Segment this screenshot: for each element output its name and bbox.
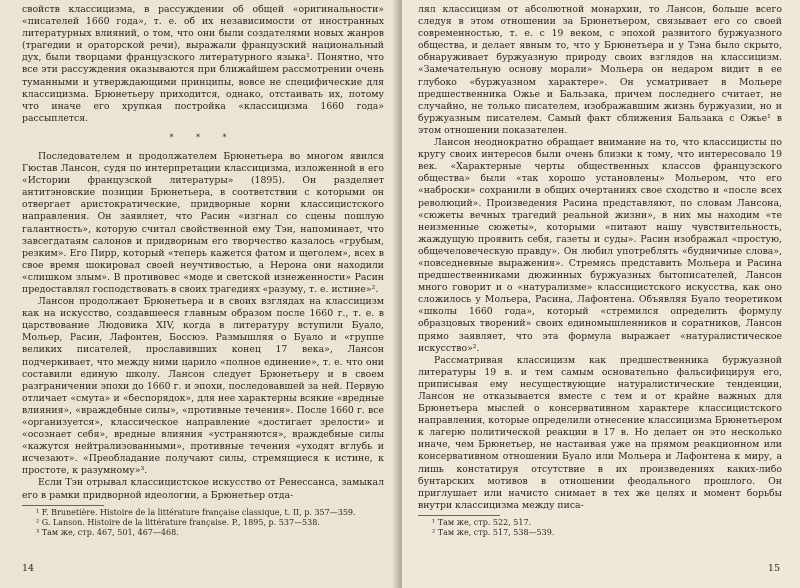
footnote-rule [22, 505, 104, 506]
page-number: 15 [767, 563, 780, 574]
left-paragraph: Если Тэн отрывал классицистское искусство от Ренессанса, замыкал его в рамки придворной идеологии, а Брюнетьер отда- [22, 477, 384, 501]
right-paragraph: Рассматривая классицизм как предшественника буржуазной литературы 19 в. и тем самым основательно фальсифицируя его, приписывая ему несуществующие натуралистические тенденции, Лансон не отказывается вместе с тем и от крайне важных для Брюнетьера мыслей о консервативном характере классицистского направления, которые определили отнесение классицизма Брюнетьером к лагерю политической реакции в 17 в. Но делает он это несколько иначе, чем Брюнетьер, не настаивая уже на прямом реакционном или консервативном отношении Буало или Мольера и Лафонтена к миру, а лишь констатируя отсутствие в их произведениях каких-либо бунтарских мотивов в отношении феодального прошлого. Он приглушает или начисто снимает в тех же целях и момент борьбы внутри классицизма между писа- [418, 354, 782, 511]
right-page [402, 0, 800, 588]
footnote: ² G. Lanson. Histoire de la littérature française. P., 1895, p. 537—538. [36, 517, 320, 527]
left-page [0, 0, 398, 588]
right-paragraph: лял классицизм от абсолютной монархии, то Лансон, больше всего следуя в этом отношении за Брюнетьером, связывает его со своей современностью, т. е. с 19 веком, с эпохой развитого буржуазного общества, и делает явным то, что у Брюнетьера и у Тэна было скрыто, обнаруживает буржуазную природу своих взглядов на классицизм. «Замечательную основу морали» Мольера он недаром видит в ее глубоко «буржуазном характере». Он усматривает в Мольере предшественника Ожье и Бальзака, причем последнего считает, не случайно, не только писателем, изображавшим жизнь буржуазии, но и буржуазным писателем. Самый факт сближения Бальзака с Ожье¹ в этом отношении показателен. [418, 4, 782, 136]
left-top-paragraph: свойств классицизма, в рассуждении об общей «оригинальности» «писателей 1660 года», т. е. об их независимости от иностранных литературных влияний, о том, что они были создателями новых жанров (трагедии и ораторской речи), выражали французский национальный дух, были творцами французского литературного языка¹. Понятно, что все эти рассуждения оказываются при ближайшем рассмотрении очень туманными и утверждающими принципы, вовсе не специфические для классицизма. Брюнетьеру приходится, однако, отстаивать их, потому что иначе его хрупкая постройка «классицизма 1660 года» рассыплется. [22, 4, 384, 124]
page-number: 14 [22, 563, 35, 574]
left-paragraph: Лансон продолжает Брюнетьера и в своих взглядах на классицизм как на искусство, создавшееся главным образом после 1660 г., т. е. в царствование Людовика XIV, когда в литературу вступили Буало, Мольер, Расин, Лафонтен, Боссюэ. Размышляя о Буало и «группе великих писателей, прославивших конец 17 века», Лансон подчеркивает, что между ними царило «полное единение», т. е. что они составили единую школу. Лансон следует Брюнетьеру и в своем разграничении эпохи до 1660 г. и эпохи, последовавшей за ней. Первую отличает «смута» и «беспорядок», для нее характерны всякие «вредные влияния», «враждебные силы», «противные течения». После 1660 г. все «организуется», классическое направление «достигает зрелости» и «осознает себя», вредные влияния «устраняются», враждебные силы «кажутся нейтрализованными», противные течения «уходят вглубь и исчезают». «Преобладание получают силы, стремящиеся к истине, к простоте, к разумному»³. [22, 296, 384, 477]
footnote: ² Там же, стр. 517, 538—539. [432, 528, 555, 538]
right-paragraph: Лансон неоднократно обращает внимание на то, что классицисты по кругу своих интересов были очень близки к тому, что интересовало 19 век. «Характерные черты общественных классов французского общества» были «так хорошо установлены» Мольером, что его «наброски» сохранили в общих очертаниях свое сходство и «после всех революций». Произведения Расина представляют, по словам Лансона, «сюжеты вечных трагедий реальной жизни», в них мы находим «те неизменные сюжеты», которыми «питают нашу чувствительность, жаждущую проявить себя, газеты и суды». Расин изображал «простую, общечеловеческую правду». Он любил употреблять «будничные слова», «повседневные выражения». Стремясь представить Мольера и Расина предшественниками дюжинных буржуазных бытописателей, Лансон много говорит и о «натурализме» классицистского искусства, как оно сложилось у Мольера, Расина, Лафонтена. Объявляя Буало теоретиком «школы 1660 года», который «стремился определить формулу образцовых творений» своих единомышленников и соратников, Лансон прямо заявляет, что эта формула выражает «натуралистическое искусство»². [418, 137, 782, 354]
left-paragraph: Последователем и продолжателем Брюнетьера во многом явился Гюстав Лансон, судя по интерпретации классицизма, изложенной в его «Истории французской литературы» (1895). Он разделяет антитэновские позиции Брюнетьера, в соответствии с которыми он отвергает аристократические, придворные корни классицистского направления. Он заявляет, что Расин «изгнал со сцены пошлую галантность», которую считал свойственной ему Тэн, напоминает, что завсегдатаям салонов и придворным его творчество казалось «грубым, резким». Его Пирр, который «теперь кажется фатом и щеголем», всех в свое время шокировал своей неучтивостью, а Нерона они находили «слишком злым». В противовес «моде и светской изнеженности» Расин предоставлял господствовать в своих трагедиях «разуму, т. е. истине»². [22, 150, 384, 295]
footnote-rule [418, 515, 500, 516]
footnote: ¹ F. Brunetière. Histoire de la littérature française classique, t. II, p. 357—359. [36, 507, 356, 517]
footnote: ³ Там же, стр. 467, 501, 467—468. [36, 528, 179, 538]
section-separator: * * * [169, 132, 237, 142]
footnote: ¹ Там же, стр. 522, 517. [432, 517, 532, 527]
